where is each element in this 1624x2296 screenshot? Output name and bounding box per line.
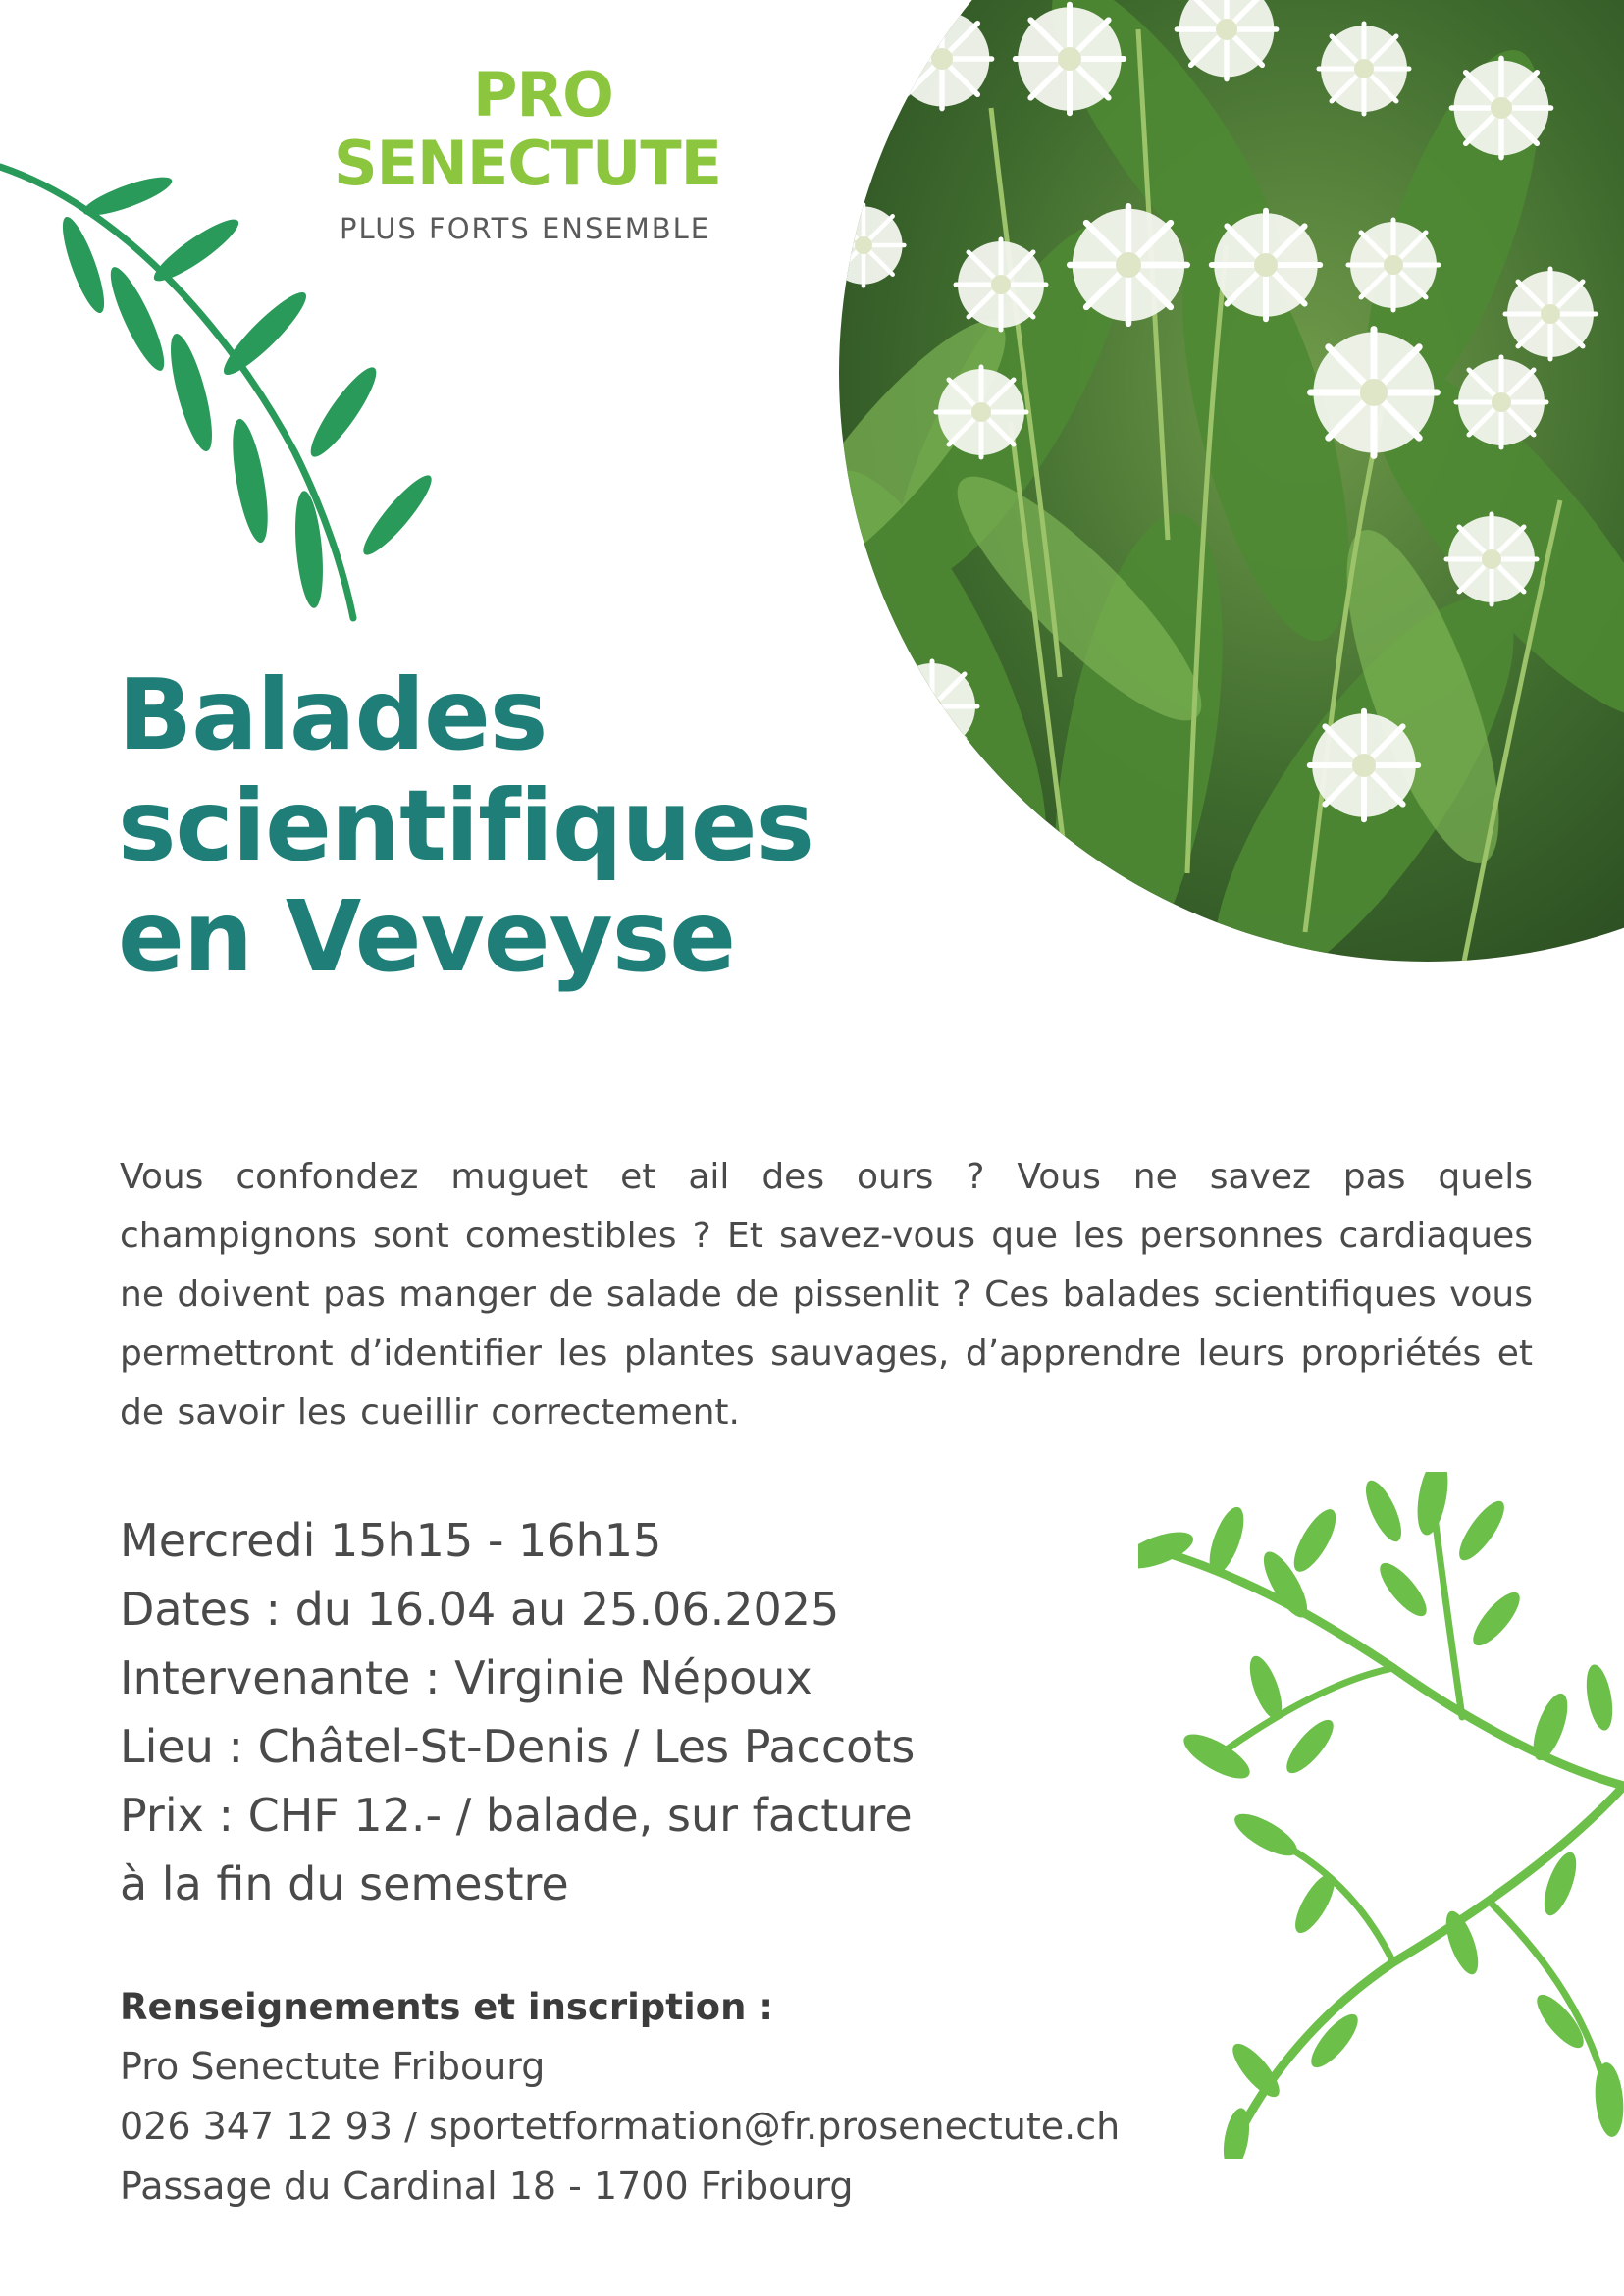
event-details [120, 1506, 915, 1918]
price-note-text: à la fin du semestre [120, 1857, 569, 1910]
location-text: Lieu : Châtel-St-Denis / Les Paccots [120, 1720, 916, 1773]
price-text: Prix : CHF 12.- / balade, sur facture [120, 1789, 913, 1842]
contact-heading: Renseignements et inscription : [120, 1986, 774, 2028]
contact-block [120, 1977, 1120, 2217]
page-title [118, 659, 813, 992]
intro-paragraph: Vous confondez muguet et ail des ours ? Vous ne savez pas quels champignons sont comestibles ? Et savez-vous que les personnes cardiaques ne doivent pas manger de salade de pissenlit ? Ces balades scientifiques vous permettront d’identifier les plantes sauvages, d’apprendre leurs propriétés et de savoir les cueillir correctement. [120, 1157, 1533, 1433]
contact-address: Passage du Cardinal 18 - 1700 Fribourg [120, 2165, 854, 2208]
logo-tagline: PLUS FORTS ENSEMBLE [340, 212, 711, 245]
title-line-1: Balades [118, 657, 548, 772]
title-line-2: scientifiques [118, 768, 814, 883]
dates-text: Dates : du 16.04 au 25.06.2025 [120, 1583, 840, 1636]
schedule-text: Mercredi 15h15 - 16h15 [120, 1514, 662, 1567]
title-line-3: en Veveyse [118, 879, 736, 994]
logo-text-pro: PRO [473, 59, 613, 130]
instructor-text: Intervenante : Virginie Népoux [120, 1651, 812, 1704]
leaf-branch-icon [1138, 1472, 1624, 2159]
contact-phone-email: 026 347 12 93 / sportetformation@fr.prosenectute.ch [120, 2105, 1121, 2148]
logo-text-senectute: SENECTUTE [334, 128, 722, 199]
leaf-branch-icon [0, 157, 471, 628]
contact-organization: Pro Senectute Fribourg [120, 2045, 546, 2088]
wild-garlic-flowers-photo [814, 0, 1624, 971]
